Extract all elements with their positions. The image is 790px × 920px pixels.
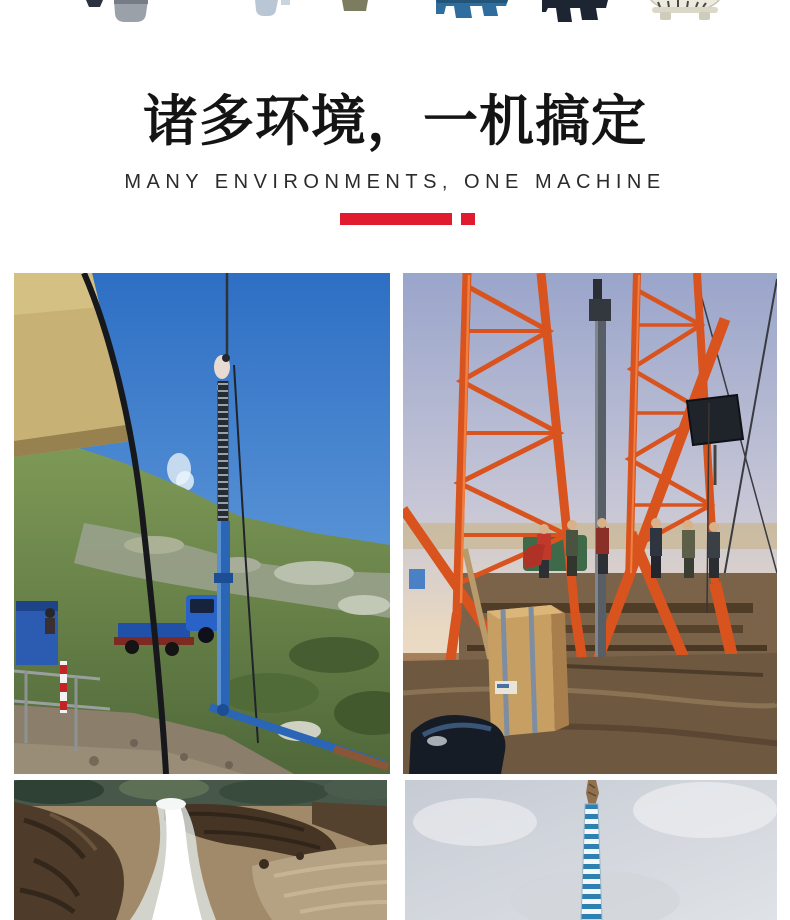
red-divider-square (461, 213, 475, 225)
cardboard-box (487, 605, 569, 737)
pump-fragment-dark-icon (86, 0, 103, 7)
product-thumbnails-strip (0, 0, 790, 26)
page-subtitle: MANY ENVIRONMENTS, ONE MACHINE (124, 171, 666, 193)
page-title: 诸多环境，一机搞定 (142, 90, 647, 152)
derrick-work-crew-photo (403, 273, 777, 774)
pump-foot-gray-icon (114, 0, 148, 22)
pump-base-navy-icon (542, 0, 608, 22)
red-divider-bar (340, 213, 452, 225)
strainer-base-ivory-icon (648, 0, 722, 20)
pump-base-blue-icon (436, 0, 508, 18)
red-divider (340, 213, 475, 225)
pump-foot-olive-icon (342, 0, 368, 11)
striped-drill-rod-photo (405, 780, 777, 920)
hillside-drill-site-photo (14, 273, 390, 774)
pump-foot-lightblue-icon (255, 0, 290, 16)
muddy-water-discharge-photo (14, 780, 387, 920)
